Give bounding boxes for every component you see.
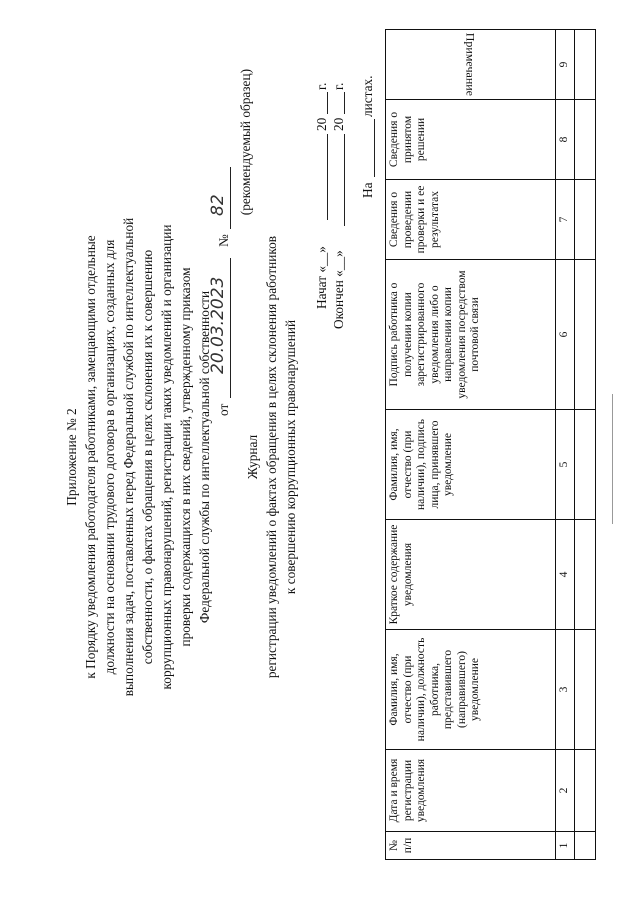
ended-year-prefix: 20 xyxy=(331,117,346,131)
started-year-suffix: г. xyxy=(314,82,329,90)
note-header-text: Примечание xyxy=(463,32,478,96)
column-number: 7 xyxy=(556,180,575,260)
handwritten-number-signature: 82 xyxy=(208,194,228,216)
started-label: Начат «__» xyxy=(314,246,329,309)
appendix-line-1: к Порядку уведомления работодателя работниками, замещающими отдельные xyxy=(83,235,98,679)
ended-month-line xyxy=(344,134,345,226)
date-prefix: от xyxy=(216,403,231,416)
started-month-line xyxy=(327,134,328,220)
table-cell xyxy=(574,100,595,180)
table-cell xyxy=(574,750,595,832)
ended-year-suffix: г. xyxy=(331,82,346,90)
column-number: 1 xyxy=(556,832,575,860)
table-cell xyxy=(574,260,595,410)
column-number: 5 xyxy=(556,410,575,520)
date-underline xyxy=(230,258,231,398)
header-cell-summary: Краткое содержание уведомления xyxy=(386,520,556,630)
register-table xyxy=(385,29,596,860)
header-cell-employee-name: Фамилия, имя, отчество (при наличии), должность работника, представившего (направившего) уведомление xyxy=(386,630,556,750)
header-cell-number: № п/п xyxy=(386,832,556,860)
appendix-line-2: должности на основании трудового договора в организациях, созданных для xyxy=(102,239,117,675)
sample-note: (рекомендуемый образец) xyxy=(238,69,253,216)
column-number: 9 xyxy=(556,30,575,100)
column-number: 4 xyxy=(556,520,575,630)
appendix-line-7: Федеральной службы по интеллектуальной собственности xyxy=(197,290,212,624)
journal-subtitle-line-2: к совершению коррупционных правонарушений xyxy=(283,319,298,595)
column-number: 3 xyxy=(556,630,575,750)
sheets-suffix: листах. xyxy=(360,75,375,117)
table-cell xyxy=(574,520,595,630)
table-cell xyxy=(574,410,595,520)
header-cell-check-info: Сведения о проведении проверки и ее результатах xyxy=(386,180,556,260)
ended-year-line xyxy=(344,92,345,114)
table-cell xyxy=(574,630,595,750)
header-cell-note xyxy=(386,30,556,100)
header-cell-employee-signature: Подпись работника о получении копии зарегистрированного уведомления либо о направлении копии уведомления посредством почтовой связи xyxy=(386,260,556,410)
ended-label: Окончен «__» xyxy=(331,250,346,329)
header-cell-registration-date: Дата и время регистрации уведомления xyxy=(386,750,556,832)
appendix-line-6: проверки содержащихся в них сведений, утвержденному приказом xyxy=(178,267,193,647)
appendix-line-4: собственности, о фактах обращения в целях склонения их к совершению xyxy=(140,249,155,665)
header-cell-receiver-name: Фамилия, имя, отчество (при наличии), подпись лица, принявшего уведомление xyxy=(386,410,556,520)
journal-title: Журнал xyxy=(245,434,260,480)
table-row xyxy=(574,30,595,860)
sheets-prefix: На xyxy=(360,182,375,198)
column-number: 2 xyxy=(556,750,575,832)
appendix-title: Приложение № 2 xyxy=(64,408,79,506)
header-cell-decision-info: Сведения о принятом решении xyxy=(386,100,556,180)
handwritten-date-signature: 20.03.2023 xyxy=(208,276,228,374)
column-number-row xyxy=(556,30,575,860)
column-number: 6 xyxy=(556,260,575,410)
appendix-line-3: выполнения задач, поставленных перед Федеральной службой по интеллектуальной xyxy=(121,217,136,697)
bottom-rule xyxy=(612,394,613,524)
sheets-count-line xyxy=(374,119,375,177)
table-cell xyxy=(574,180,595,260)
table-cell xyxy=(574,832,595,860)
table-header-row xyxy=(386,30,556,860)
table-cell xyxy=(574,30,595,100)
journal-subtitle-line-1: регистрации уведомлений о фактах обращения в целях склонения работников xyxy=(264,235,279,679)
appendix-line-5: коррупционных правонарушений, регистрации таких уведомлений и организации xyxy=(159,224,174,690)
number-prefix: № xyxy=(216,234,231,247)
number-underline xyxy=(230,167,231,229)
column-number: 8 xyxy=(556,100,575,180)
started-year-line xyxy=(327,92,328,114)
started-year-prefix: 20 xyxy=(314,117,329,131)
